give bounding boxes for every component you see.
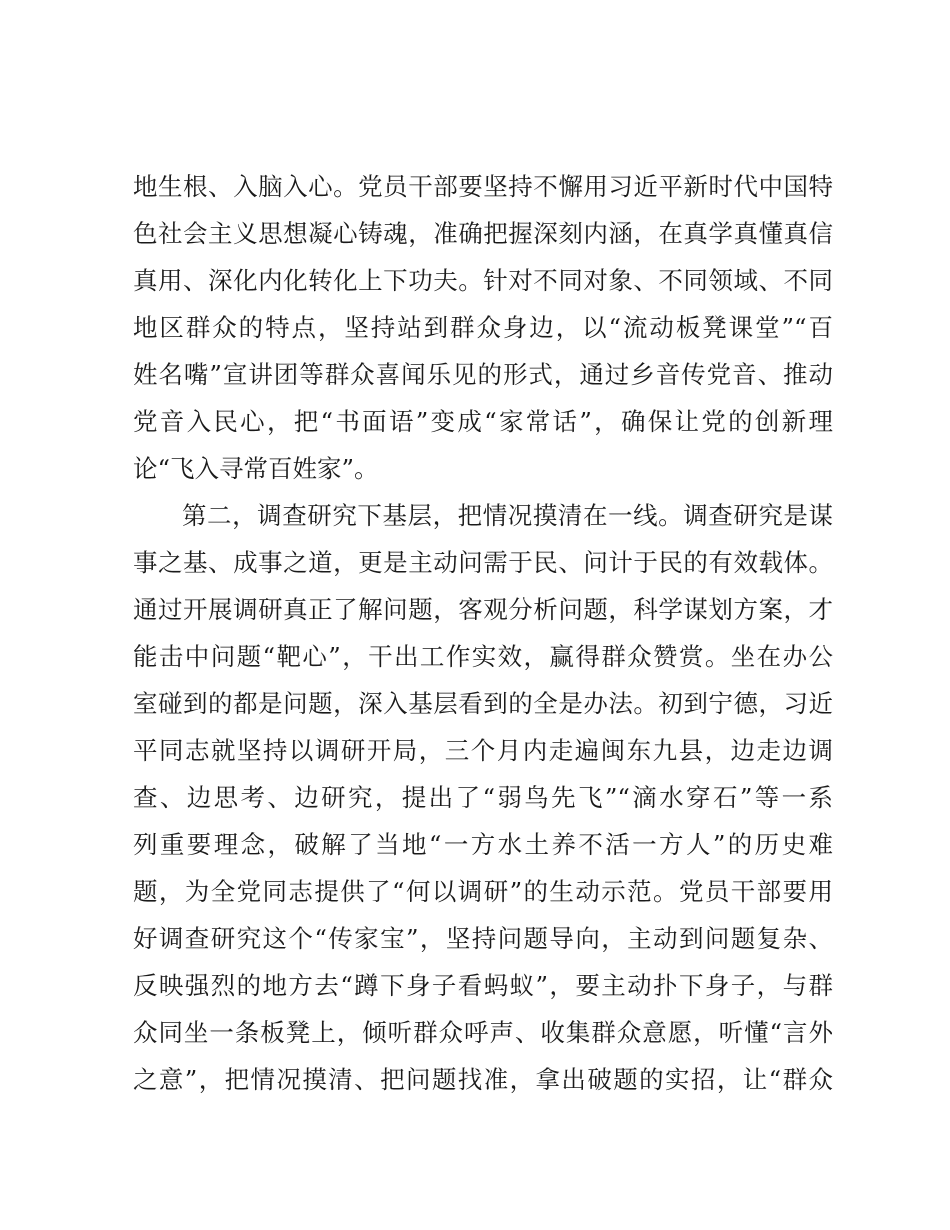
paragraph bbox=[133, 163, 833, 492]
text-line: 室碰到的都是问题，深入基层看到的全是办法。初到宁德，习近 bbox=[133, 689, 833, 718]
text-line: 反映强烈的地方去“蹲下身子看蚂蚁”，要主动扑下身子，与群 bbox=[133, 971, 833, 1000]
text-line: 第二，调查研究下基层，把情况摸清在一线。调查研究是谋 bbox=[182, 501, 833, 530]
text-line: 党音入民心，把“书面语”变成“家常话”，确保让党的创新理 bbox=[133, 407, 833, 436]
paragraph-container bbox=[133, 163, 833, 1103]
text-line: 平同志就坚持以调研开局，三个月内走遍闽东九县，边走边调 bbox=[133, 736, 833, 765]
text-line: 色社会主义思想凝心铸魂，准确把握深刻内涵，在真学真懂真信 bbox=[133, 219, 833, 248]
text-line: 众同坐一条板凳上，倾听群众呼声、收集群众意愿，听懂“言外 bbox=[133, 1018, 833, 1047]
body-text bbox=[133, 163, 833, 1103]
text-line: 通过开展调研真正了解问题，客观分析问题，科学谋划方案，才 bbox=[133, 595, 833, 624]
text-line: 地区群众的特点，坚持站到群众身边，以“流动板凳课堂”“百 bbox=[133, 313, 833, 342]
text-line: 列重要理念，破解了当地“一方水土养不活一方人”的历史难 bbox=[133, 830, 833, 859]
text-line: 论“飞入寻常百姓家”。 bbox=[133, 454, 379, 483]
text-line: 题，为全党同志提供了“何以调研”的生动示范。党员干部要用 bbox=[133, 877, 833, 906]
text-line: 之意”，把情况摸清、把问题找准，拿出破题的实招，让“群众 bbox=[133, 1065, 833, 1094]
text-line: 事之基、成事之道，更是主动问需于民、问计于民的有效载体。 bbox=[133, 548, 833, 577]
text-line: 真用、深化内化转化上下功夫。针对不同对象、不同领域、不同 bbox=[133, 266, 833, 295]
text-line: 能击中问题“靶心”，干出工作实效，赢得群众赞赏。坐在办公 bbox=[133, 642, 833, 671]
text-line: 好调查研究这个“传家宝”，坚持问题导向，主动到问题复杂、 bbox=[133, 924, 833, 953]
text-line: 姓名嘴”宣讲团等群众喜闻乐见的形式，通过乡音传党音、推动 bbox=[133, 360, 833, 389]
paragraph bbox=[133, 492, 833, 1103]
text-line: 查、边思考、边研究，提出了“弱鸟先飞”“滴水穿石”等一系 bbox=[133, 783, 833, 812]
text-line: 地生根、入脑入心。党员干部要坚持不懈用习近平新时代中国特 bbox=[133, 172, 833, 201]
